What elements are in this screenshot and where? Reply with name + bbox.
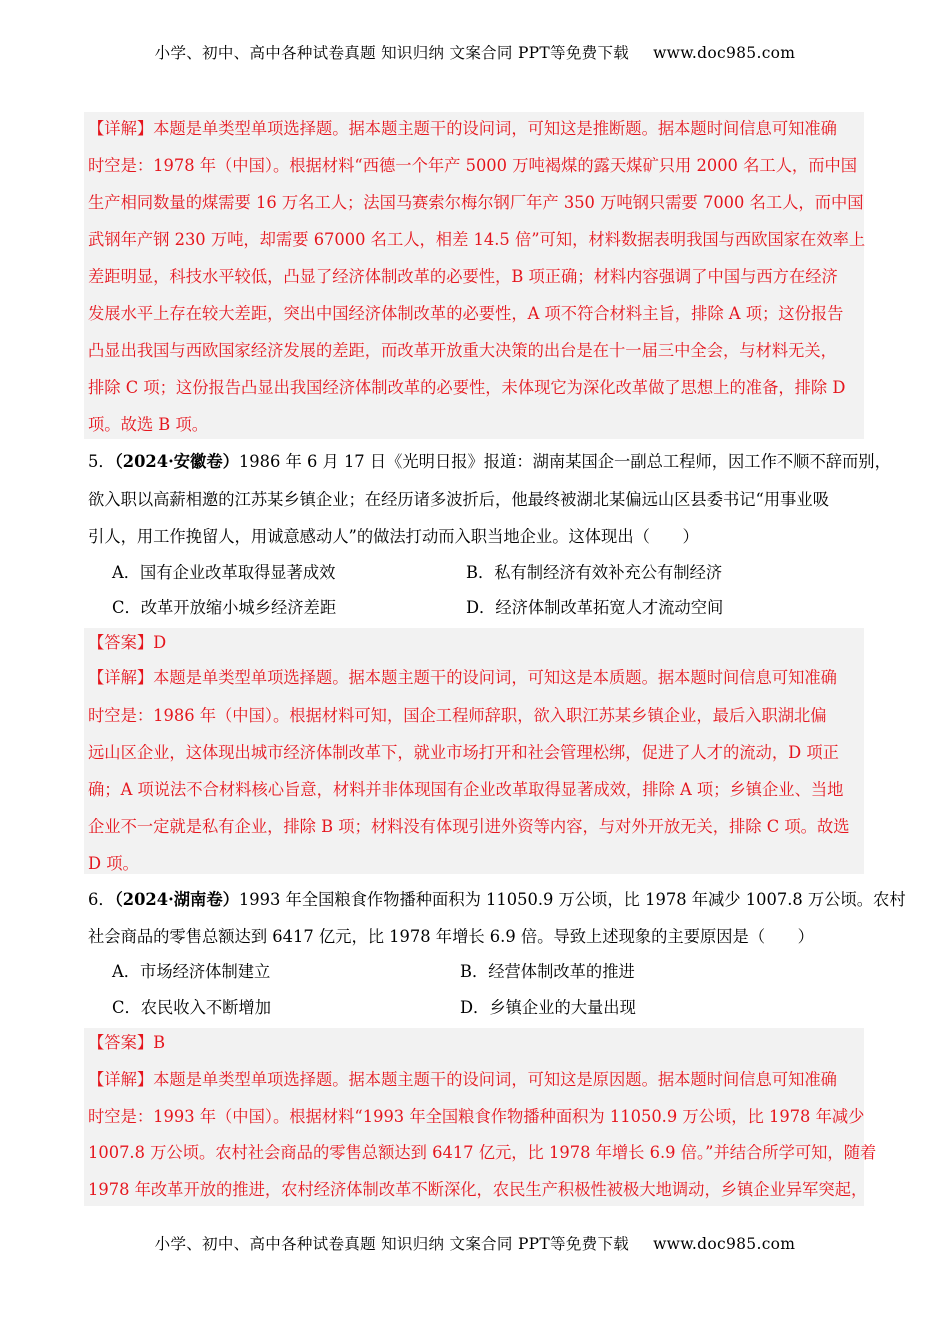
explain4-line: 【详解】本题是单类型单项选择题。据本题主题干的设问词，可知这是推断题。据本题时间信息可知准确	[88, 119, 837, 138]
q5-explain-line: 【详解】本题是单类型单项选择题。据本题主题干的设问词，可知这是本质题。据本题时间信息可知准确	[88, 668, 837, 687]
explain4-line: 差距明显，科技水平较低，凸显了经济体制改革的必要性，B 项正确；材料内容强调了中国与西方在经济	[88, 267, 838, 286]
q5-explain-line: 确；A 项说法不合材料核心旨意，材料并非体现国有企业改革取得显著成效，排除 A 项；乡镇企业、当地	[88, 780, 844, 799]
q6-answer: 【答案】B	[88, 1033, 166, 1052]
explain4-line: 武钢年产钢 230 万吨，却需要 67000 名工人，相差 14.5 倍”可知，材料数据表明我国与西欧国家在效率上	[88, 230, 866, 249]
q6-option-b[interactable]: B．经营体制改革的推进	[460, 962, 635, 981]
explain4-line: 排除 C 项；这份报告凸显出我国经济体制改革的必要性，未体现它为深化改革做了思想上的准备，排除 D	[88, 378, 846, 397]
explain4-line: 凸显出我国与西欧国家经济发展的差距，而改革开放重大决策的出台是在十一届三中全会，与材料无关，	[88, 341, 837, 360]
q6-number: 6．	[88, 890, 115, 909]
q5-answer: 【答案】D	[88, 633, 167, 652]
q6-stem-text: 1993 年全国粮食作物播种面积为 11050.9 万公顷，比 1978 年减少 1007.8 万公顷。农村	[238, 890, 906, 909]
header-text: 小学、初中、高中各种试卷真题 知识归纳 文案合同 PPT等免费下载	[154, 44, 630, 62]
q6-explain-line: 【详解】本题是单类型单项选择题。据本题主题干的设问词，可知这是原因题。据本题时间信息可知准确	[88, 1070, 837, 1089]
q6-explain-line: 1978 年改革开放的推进，农村经济体制改革不断深化，农民生产积极性被极大地调动，乡镇企业异军突起，	[88, 1180, 868, 1199]
q5-stem-text: 1986 年 6 月 17 日《光明日报》报道：湖南某国企一副总工程师，因工作不顺不辞而别，	[238, 452, 891, 471]
q5-explain-line: 企业不一定就是私有企业，排除 B 项；材料没有体现引进外资等内容，与对外开放无关，排除 C 项。故选	[88, 817, 850, 836]
page-header	[0, 41, 950, 63]
q6-stem-line: 社会商品的零售总额达到 6417 亿元，比 1978 年增长 6.9 倍。导致上述现象的主要原因是（ ）	[88, 927, 814, 946]
q5-source: （2024·安徽卷）	[114, 452, 239, 471]
q5-stem-line	[88, 452, 891, 472]
q5-explain-line: 时空是：1986 年（中国）。根据材料可知，国企工程师辞职，欲入职江苏某乡镇企业，最后入职湖北偏	[88, 706, 827, 725]
q5-option-d[interactable]: D．经济体制改革拓宽人才流动空间	[466, 598, 724, 617]
q6-option-c[interactable]: C．农民收入不断增加	[112, 998, 271, 1017]
footer-url[interactable]: www.doc985.com	[653, 1235, 796, 1253]
q6-stem-line	[88, 890, 906, 910]
page-footer	[0, 1232, 950, 1254]
explain4-line: 项。故选 B 项。	[88, 415, 209, 434]
q6-source: （2024·湖南卷）	[114, 890, 239, 909]
q5-option-c[interactable]: C．改革开放缩小城乡经济差距	[112, 598, 337, 617]
q5-option-b[interactable]: B．私有制经济有效补充公有制经济	[466, 563, 723, 582]
explain4-line: 生产相同数量的煤需要 16 万名工人；法国马赛索尔梅尔钢厂年产 350 万吨钢只需要 7000 名工人，而中国	[88, 193, 864, 212]
footer-text: 小学、初中、高中各种试卷真题 知识归纳 文案合同 PPT等免费下载	[154, 1235, 630, 1253]
q6-option-a[interactable]: A．市场经济体制建立	[112, 962, 271, 981]
q5-option-a[interactable]: A．国有企业改革取得显著成效	[112, 563, 336, 582]
explain4-line: 时空是：1978 年（中国）。根据材料“西德一个年产 5000 万吨褐煤的露天煤矿只用 2000 名工人，而中国	[88, 156, 858, 175]
q5-explain-line: 远山区企业，这体现出城市经济体制改革下，就业市场打开和社会管理松绑，促进了人才的流动，D 项正	[88, 743, 839, 762]
q5-explain-line: D 项。	[88, 854, 139, 873]
explain4-line: 发展水平上存在较大差距，突出中国经济体制改革的必要性，A 项不符合材料主旨，排除 A 项；这份报告	[88, 304, 844, 323]
q6-explain-line: 时空是：1993 年（中国）。根据材料“1993 年全国粮食作物播种面积为 11050.9 万公顷，比 1978 年减少	[88, 1107, 865, 1126]
q6-option-d[interactable]: D．乡镇企业的大量出现	[460, 998, 636, 1017]
q5-stem-line: 引人，用工作挽留人，用诚意感动人”的做法打动而入职当地企业。这体现出（ ）	[88, 527, 699, 546]
q5-stem-line: 欲入职以高薪相邀的江苏某乡镇企业；在经历诸多波折后，他最终被湖北某偏远山区县委书记“用事业吸	[88, 490, 829, 509]
q5-number: 5．	[88, 452, 115, 471]
q6-explain-line: 1007.8 万公顷。农村社会商品的零售总额达到 6417 亿元，比 1978 年增长 6.9 倍。”并结合所学可知，随着	[88, 1143, 877, 1162]
header-url[interactable]: www.doc985.com	[653, 44, 796, 62]
